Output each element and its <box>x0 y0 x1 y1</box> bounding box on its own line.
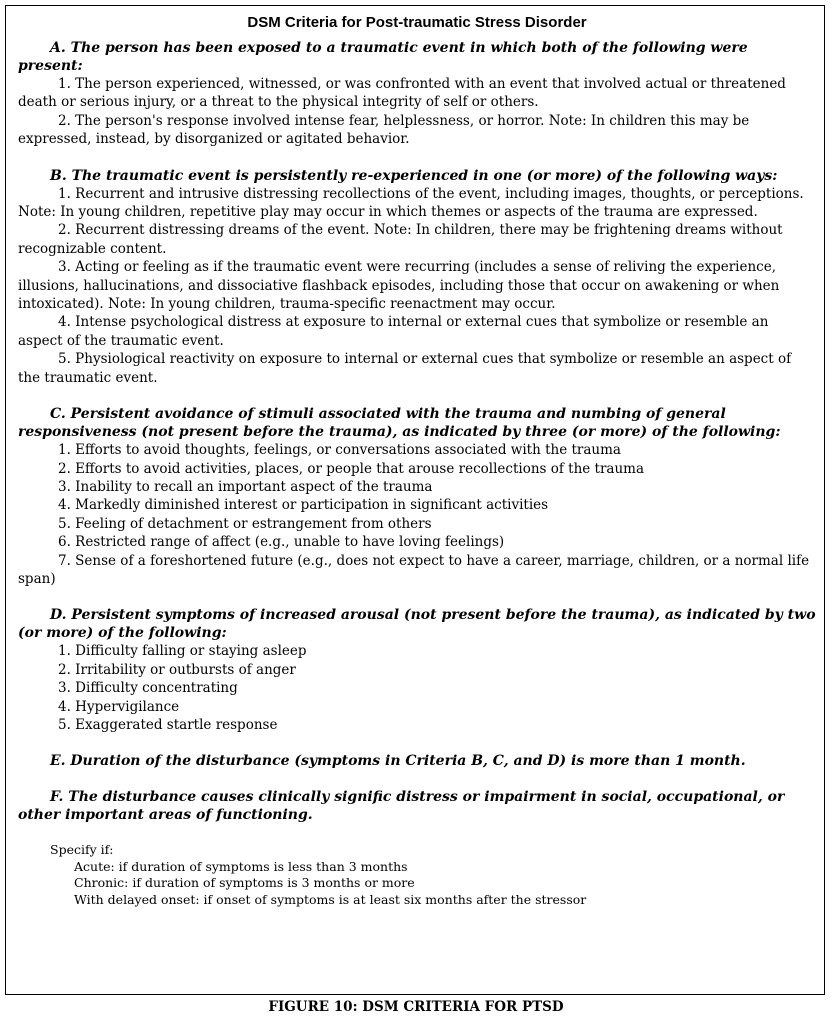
criterion-b-heading: B. The traumatic event is persistently re-experienced in one (or more) of the following ways: <box>50 167 778 184</box>
criterion-a-heading: A. The person has been exposed to a traumatic event in which both of the following were present: <box>18 40 748 74</box>
criterion-c-item: 6. Restricted range of affect (e.g., unable to have loving feelings) <box>58 534 505 551</box>
criterion-c-item: 4. Markedly diminished interest or participation in significant activities <box>58 497 549 514</box>
criterion-a <box>18 39 816 149</box>
criterion-d-heading: D. Persistent symptoms of increased arousal (not present before the trauma), as indicated by two (or more) of the following: <box>18 607 816 642</box>
document-title: DSM Criteria for Post-traumatic Stress Disorder <box>247 14 587 31</box>
criteria-box <box>5 5 825 995</box>
specify-option: Acute: if duration of symptoms is less than 3 months <box>74 858 408 874</box>
criterion-b-item: 5. Physiological reactivity on exposure to internal or external cues that symbolize or resemble an aspect of the traumatic event. <box>18 351 792 386</box>
specify-option: With delayed onset: if onset of symptoms is at least six months after the stressor <box>74 891 587 907</box>
criterion-e <box>18 752 816 770</box>
criterion-c-item: 1. Efforts to avoid thoughts, feelings, or conversations associated with the trauma <box>58 442 621 459</box>
specify-option: Chronic: if duration of symptoms is 3 months or more <box>74 875 415 891</box>
specify-label: Specify if: <box>50 842 114 858</box>
criterion-c-item: 3. Inability to recall an important aspect of the trauma <box>58 478 433 495</box>
criterion-b-item: 4. Intense psychological distress at exposure to internal or external cues that symbolize or resemble an aspect of the traumatic event. <box>18 314 769 349</box>
criterion-e-heading: E. Duration of the disturbance (symptoms in Criteria B, C, and D) is more than 1 month. <box>50 753 746 770</box>
criterion-b <box>18 167 816 387</box>
criterion-f <box>18 788 816 824</box>
criterion-c <box>18 405 816 588</box>
criterion-d-item: 2. Irritability or outbursts of anger <box>58 661 296 678</box>
criterion-d-item: 4. Hypervigilance <box>58 698 180 715</box>
criterion-c-item: 5. Feeling of detachment or estrangement from others <box>58 515 432 532</box>
criterion-d-item: 3. Difficulty concentrating <box>58 680 238 697</box>
criterion-f-heading: F. The disturbance causes clinically signific distress or impairment in social, occupational, or other important areas of functioning. <box>18 789 785 824</box>
criterion-c-item: 2. Efforts to avoid activities, places, or people that arouse recollections of the trauma <box>58 460 645 477</box>
criterion-b-item: 1. Recurrent and intrusive distressing recollections of the event, including images, thoughts, or perceptions. Note: In young children, repetitive play may occur in which themes or aspects of the trauma are expressed. <box>18 185 804 221</box>
criterion-b-item: 2. Recurrent distressing dreams of the event. Note: In children, there may be frightening dreams without recognizable content. <box>18 222 783 257</box>
criterion-b-item: 3. Acting or feeling as if the traumatic event were recurring (includes a sense of reliving the experience, illusions, hallucinations, and dissociative flashback episodes, including those that occur on awakening or when intoxicated). Note: In young children, trauma-specific reenactment may occur. <box>18 259 780 313</box>
criterion-c-heading: C. Persistent avoidance of stimuli associated with the trauma and numbing of general responsiveness (not present before the trauma), as indicated by three (or more) of the following: <box>18 406 781 441</box>
criterion-a-item: 1. The person experienced, witnessed, or was confronted with an event that involved actual or threatened death or serious injury, or a threat to the physical integrity of self or others. <box>18 76 786 111</box>
criterion-d <box>18 606 816 734</box>
criterion-d-item: 5. Exaggerated startle response <box>58 716 278 733</box>
figure-caption: FIGURE 10: DSM CRITERIA FOR PTSD <box>268 999 564 1015</box>
specify-block <box>18 842 816 908</box>
criterion-c-item: 7. Sense of a foreshortened future (e.g., does not expect to have a career, marriage, children, or a normal life span) <box>18 552 810 587</box>
criterion-a-item: 2. The person's response involved intense fear, helplessness, or horror. Note: In children this may be expressed, instead, by disorganized or agitated behavior. <box>18 112 750 148</box>
criterion-d-item: 1. Difficulty falling or staying asleep <box>58 643 307 660</box>
